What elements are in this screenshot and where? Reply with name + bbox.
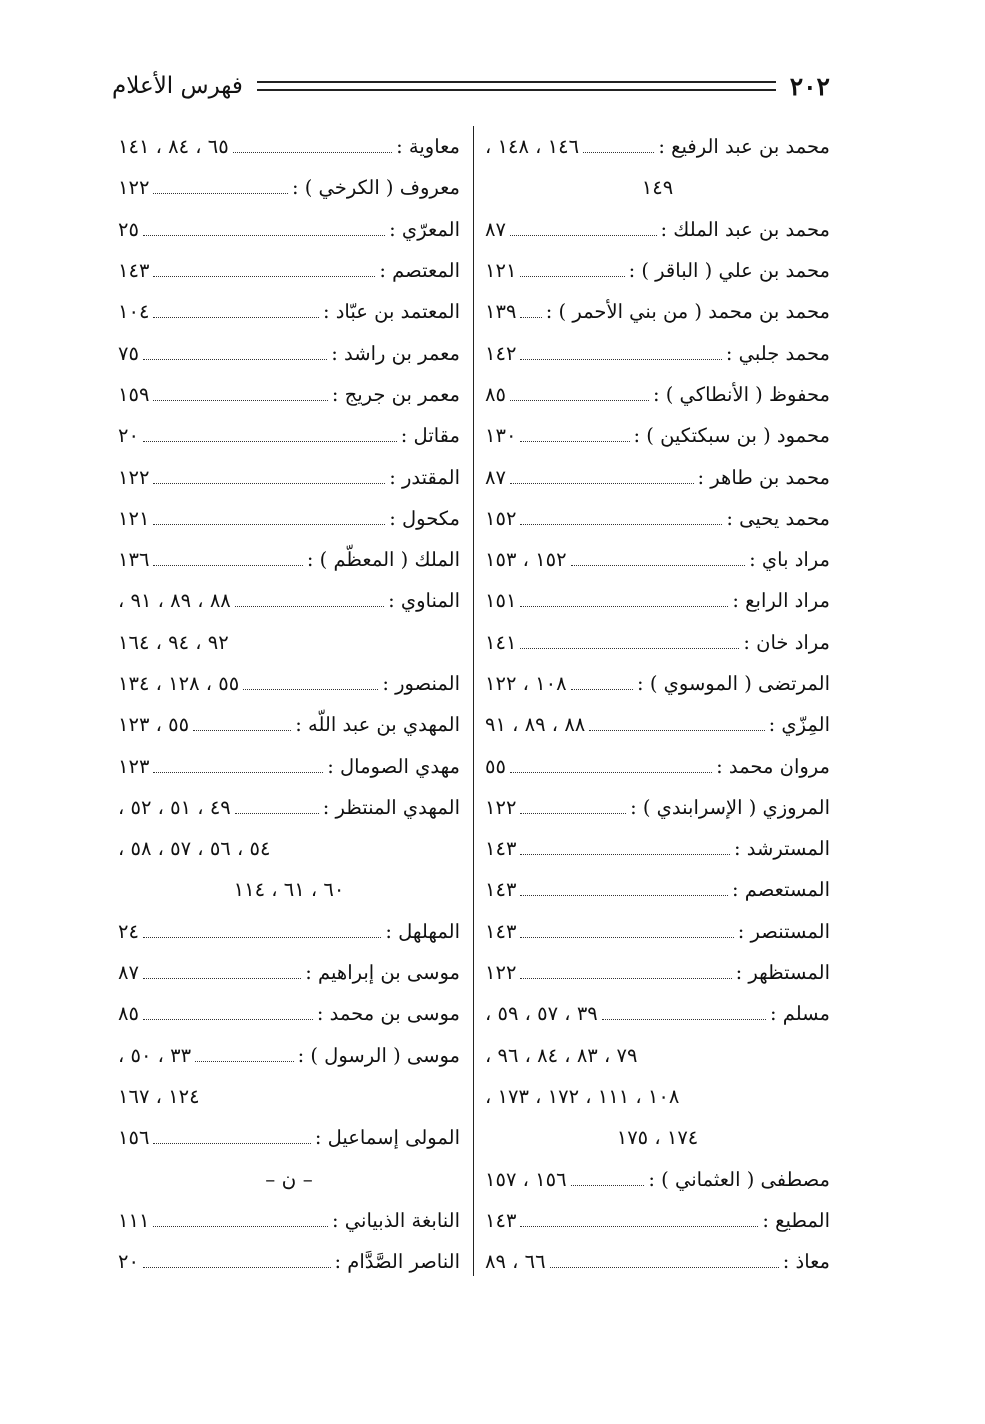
entry-page-numbers: ٨٧ [485, 217, 506, 241]
index-entry [118, 291, 460, 332]
index-entry [118, 580, 460, 621]
entry-page-numbers: ١٥٩ [118, 382, 150, 406]
index-column-left [118, 126, 460, 1282]
dot-leader [520, 813, 626, 814]
entry-page-numbers: ١٤٣ [485, 1208, 517, 1232]
entry-page-numbers: ٨٧ [118, 961, 139, 985]
dot-leader [143, 978, 301, 979]
entry-name: معاوية : [396, 135, 460, 159]
entry-page-numbers: ١٢٢ [485, 795, 517, 819]
entry-page-numbers: ١٤٣ [485, 837, 517, 861]
entry-name: معاذ : [782, 1250, 830, 1274]
dot-leader [520, 978, 731, 979]
entry-page-numbers: ١٢٢ [485, 961, 517, 985]
entry-page-numbers: ٥٤ ، ٥٦ ، ٥٧ ، ٥٨ ، [118, 837, 271, 861]
index-entry [485, 250, 830, 291]
index-entry [485, 539, 830, 580]
index-entry-continuation [485, 167, 830, 208]
index-entry [118, 663, 460, 704]
index-entry [485, 911, 830, 952]
entry-page-numbers: ١٥٦ [118, 1126, 150, 1150]
entry-name: محمود ( بن سبكتكين ) : [633, 424, 830, 448]
page-header [112, 66, 830, 106]
index-entry [118, 167, 460, 208]
index-entry [485, 1241, 830, 1282]
entry-name: المِزّي : [768, 713, 830, 737]
entry-page-numbers: ١٤٣ [118, 259, 150, 283]
entry-name: محمد بن محمد ( من بني الأحمر ) : [545, 300, 830, 324]
dot-leader [520, 441, 629, 442]
dot-leader [243, 689, 378, 690]
entry-name: محمد بن طاهر : [697, 465, 830, 489]
index-entry [485, 456, 830, 497]
entry-page-numbers: ١٤٦ ، ١٤٨ ، [485, 135, 580, 159]
dot-leader [193, 730, 291, 731]
dot-leader [143, 937, 381, 938]
entry-name: محمد بن عبد الملك : [660, 217, 830, 241]
entry-page-numbers: ١٤٣ [485, 919, 517, 943]
dot-leader [153, 400, 327, 401]
entry-page-numbers: ١٢٣ [118, 754, 150, 778]
index-entry [485, 704, 830, 745]
dot-leader [520, 524, 722, 525]
entry-page-numbers: ١٢٢ [118, 176, 150, 200]
index-entry [118, 539, 460, 580]
dot-leader [602, 1019, 766, 1020]
entry-name: مقاتل : [400, 424, 460, 448]
dot-leader [143, 235, 385, 236]
entry-name: مهدي الصومال : [327, 754, 460, 778]
entry-page-numbers: ١٧٤ ، ١٧٥ [616, 1126, 699, 1150]
entry-page-numbers: ٨٥ [118, 1002, 139, 1026]
index-entry-continuation [485, 1035, 830, 1076]
dot-leader [153, 483, 385, 484]
dot-leader [520, 895, 728, 896]
entry-name: المرتضى ( الموسوي ) : [637, 672, 830, 695]
entry-name: مصطفى ( العثماني ) : [648, 1167, 830, 1191]
entry-page-numbers: ١٢٢ [118, 465, 150, 489]
entry-name: محمد يحيى : [726, 506, 830, 530]
entry-name: المولى إسماعيل : [314, 1126, 460, 1150]
running-title: فهرس الأعلام [112, 73, 243, 99]
dot-leader [520, 854, 730, 855]
index-entry [118, 415, 460, 456]
index-entry-continuation [118, 622, 460, 663]
dot-leader [195, 1061, 294, 1062]
entry-page-numbers: ١٥٢ [485, 506, 517, 530]
index-entry [118, 1035, 460, 1076]
entry-name: المطيع : [762, 1208, 830, 1232]
entry-name: المهلهل : [385, 919, 460, 943]
dot-leader [510, 400, 649, 401]
dot-leader [583, 152, 654, 153]
index-entry [118, 993, 460, 1034]
index-entry [485, 1158, 830, 1199]
index-entry [485, 993, 830, 1034]
dot-leader [510, 483, 694, 484]
index-entry [485, 828, 830, 869]
page-number: ٢٠٢ [789, 71, 830, 101]
entry-name: المنصور : [382, 672, 460, 695]
entry-page-numbers: ١٥٦ ، ١٥٧ [485, 1167, 567, 1191]
dot-leader [550, 1267, 779, 1268]
index-entry [485, 869, 830, 910]
entry-page-numbers: ١٣٦ [118, 548, 150, 572]
index-entry [485, 952, 830, 993]
dot-leader [520, 1226, 758, 1227]
dot-leader [520, 276, 624, 277]
entry-page-numbers: ٤٩ ، ٥١ ، ٥٢ ، [118, 795, 231, 819]
entry-page-numbers: ١١١ [118, 1208, 150, 1232]
entry-name: المستعصم : [732, 878, 830, 902]
dot-leader [520, 606, 728, 607]
entry-name: المروزي ( الإسرابندي ) : [630, 795, 830, 819]
index-entry [118, 911, 460, 952]
entry-page-numbers: ١٢١ [485, 259, 517, 283]
entry-name: المناوي : [388, 589, 460, 613]
entry-page-numbers: ٢٠ [118, 424, 139, 448]
entry-page-numbers: ٥٥ ، ١٢٨ ، ١٣٤ [118, 672, 240, 695]
index-entry [118, 126, 460, 167]
entry-name: مكحول : [389, 506, 460, 530]
index-entry [118, 250, 460, 291]
entry-name: مراد خان : [743, 630, 830, 654]
index-entry [485, 374, 830, 415]
dot-leader [520, 317, 541, 318]
dot-leader [571, 1185, 645, 1186]
entry-name: مسلم : [769, 1002, 830, 1026]
entry-name: معروف ( الكرخي ) : [291, 176, 460, 200]
index-entry [118, 787, 460, 828]
dot-leader [153, 1143, 310, 1144]
entry-page-numbers: ١٤٣ [485, 878, 517, 902]
dot-leader [235, 813, 319, 814]
entry-page-numbers: ٢٠ [118, 1250, 139, 1274]
entry-page-numbers: ١٢٤ ، ١٦٧ [118, 1084, 200, 1108]
entry-page-numbers: ٨٨ ، ٨٩ ، ٩١ [485, 713, 586, 737]
dot-leader [143, 1019, 313, 1020]
entry-page-numbers: ٦٦ ، ٨٩ [485, 1250, 546, 1274]
dot-leader [589, 730, 764, 731]
index-entry [118, 498, 460, 539]
entry-name: المهدي المنتظر : [322, 795, 460, 819]
dot-leader [153, 317, 319, 318]
column-divider [473, 126, 474, 1276]
index-entry [118, 952, 460, 993]
entry-page-numbers: ٢٥ [118, 217, 139, 241]
index-entry [118, 332, 460, 373]
entry-page-numbers: ١٢١ [118, 506, 150, 530]
index-entry-continuation [118, 828, 460, 869]
index-entry [485, 622, 830, 663]
index-entry [485, 291, 830, 332]
index-entry [485, 498, 830, 539]
entry-name: المقتدر : [389, 465, 460, 489]
index-entry [118, 374, 460, 415]
index-entry [485, 787, 830, 828]
section-letter: – ن – [265, 1167, 313, 1192]
dot-leader [153, 524, 385, 525]
entry-name: المعتمد بن عبّاد : [322, 300, 460, 324]
entry-page-numbers: ٣٩ ، ٥٧ ، ٥٩ ، [485, 1002, 598, 1026]
index-entry [118, 1200, 460, 1241]
entry-name: معمر بن راشد : [331, 341, 460, 365]
dot-leader [510, 772, 712, 773]
entry-page-numbers: ١٠٤ [118, 300, 150, 324]
entry-name: المهدي بن عبد اللّه : [295, 713, 460, 737]
index-entry [485, 663, 830, 704]
dot-leader [153, 565, 302, 566]
entry-page-numbers: ١٤٢ [485, 341, 517, 365]
dot-leader [143, 1267, 331, 1268]
index-entry-continuation [485, 1076, 830, 1117]
entry-name: محمد بن علي ( الباقر ) : [628, 259, 830, 283]
entry-page-numbers: ٨٨ ، ٨٩ ، ٩١ ، [118, 589, 231, 613]
entry-page-numbers: ٣٣ ، ٥٠ ، [118, 1043, 192, 1067]
index-entry [118, 209, 460, 250]
dot-leader [153, 193, 288, 194]
index-entry [118, 745, 460, 786]
entry-name: النابغة الذبياني : [332, 1208, 460, 1232]
entry-name: موسى بن إبراهيم : [305, 961, 460, 985]
entry-name: محمد بن عبد الرفيع : [658, 135, 830, 159]
dot-leader [143, 441, 397, 442]
dot-leader [233, 152, 392, 153]
entry-name: الملك ( المعظّم ) : [306, 548, 460, 572]
index-entry [118, 1241, 460, 1282]
dot-leader [571, 689, 634, 690]
entry-name: المسترشد : [733, 837, 830, 861]
entry-page-numbers: ٢٤ [118, 919, 139, 943]
dot-leader [235, 606, 384, 607]
index-entry [485, 415, 830, 456]
entry-name: معمر بن جريج : [331, 382, 460, 406]
entry-name: محمد جلبي : [725, 341, 830, 365]
header-double-rule [257, 81, 776, 91]
entry-page-numbers: ١٥٢ ، ١٥٣ [485, 548, 567, 572]
entry-page-numbers: ١٣٠ [485, 424, 517, 448]
dot-leader [510, 235, 657, 236]
index-entry [485, 332, 830, 373]
entry-page-numbers: ٦٠ ، ٦١ ، ١١٤ [233, 878, 345, 902]
entry-page-numbers: ٥٥ ، ١٢٣ [118, 713, 190, 737]
entry-name: موسى بن محمد : [316, 1002, 460, 1026]
entry-page-numbers: ١٤٩ [641, 176, 674, 200]
entry-page-numbers: ١٣٩ [485, 300, 517, 324]
entry-name: الناصر الصَّدَّام : [334, 1250, 460, 1274]
dot-leader [520, 937, 733, 938]
entry-page-numbers: ٧٩ ، ٨٣ ، ٨٤ ، ٩٦ ، [485, 1043, 638, 1067]
entry-name: موسى ( الرسول ) : [297, 1043, 460, 1067]
dot-leader [153, 772, 323, 773]
index-entry [485, 745, 830, 786]
index-entry [118, 456, 460, 497]
dot-leader [520, 359, 721, 360]
entry-name: المستنصر : [737, 919, 830, 943]
entry-page-numbers: ١٤١ [485, 630, 517, 654]
entry-page-numbers: ٦٥ ، ٨٤ ، ١٤١ [118, 135, 229, 159]
entry-name: المعرّي : [389, 217, 460, 241]
entry-name: المعتصم : [379, 259, 460, 283]
index-entry [485, 1200, 830, 1241]
entry-page-numbers: ٨٥ [485, 382, 506, 406]
dot-leader [143, 359, 327, 360]
dot-leader [571, 565, 746, 566]
entry-page-numbers: ١٠٨ ، ١٢٢ [485, 672, 567, 695]
entry-page-numbers: ٥٥ [485, 754, 506, 778]
index-entry-continuation [118, 869, 460, 910]
entry-page-numbers: ٧٥ [118, 341, 139, 365]
dot-leader [153, 276, 375, 277]
dot-leader [520, 648, 739, 649]
entry-name: مراد الرابع : [732, 589, 830, 613]
entry-page-numbers: ١٠٨ ، ١١١ ، ١٧٢ ، ١٧٣ ، [485, 1084, 680, 1108]
section-letter-heading [118, 1158, 460, 1199]
entry-page-numbers: ٨٧ [485, 465, 506, 489]
entry-name: مراد باي : [749, 548, 830, 572]
dot-leader [153, 1226, 328, 1227]
entry-page-numbers: ٩٢ ، ٩٤ ، ١٦٤ [118, 630, 229, 654]
entry-name: محفوظ ( الأنطاكي ) : [652, 382, 830, 406]
index-entry [118, 1117, 460, 1158]
index-entry-continuation [118, 1076, 460, 1117]
index-entry [485, 209, 830, 250]
index-entry-continuation [485, 1117, 830, 1158]
entry-name: المستظهر : [735, 961, 830, 985]
index-entry [485, 126, 830, 167]
entry-page-numbers: ١٥١ [485, 589, 517, 613]
entry-name: مروان محمد : [716, 754, 830, 778]
index-entry [485, 580, 830, 621]
index-column-right [485, 126, 830, 1282]
index-entry [118, 704, 460, 745]
